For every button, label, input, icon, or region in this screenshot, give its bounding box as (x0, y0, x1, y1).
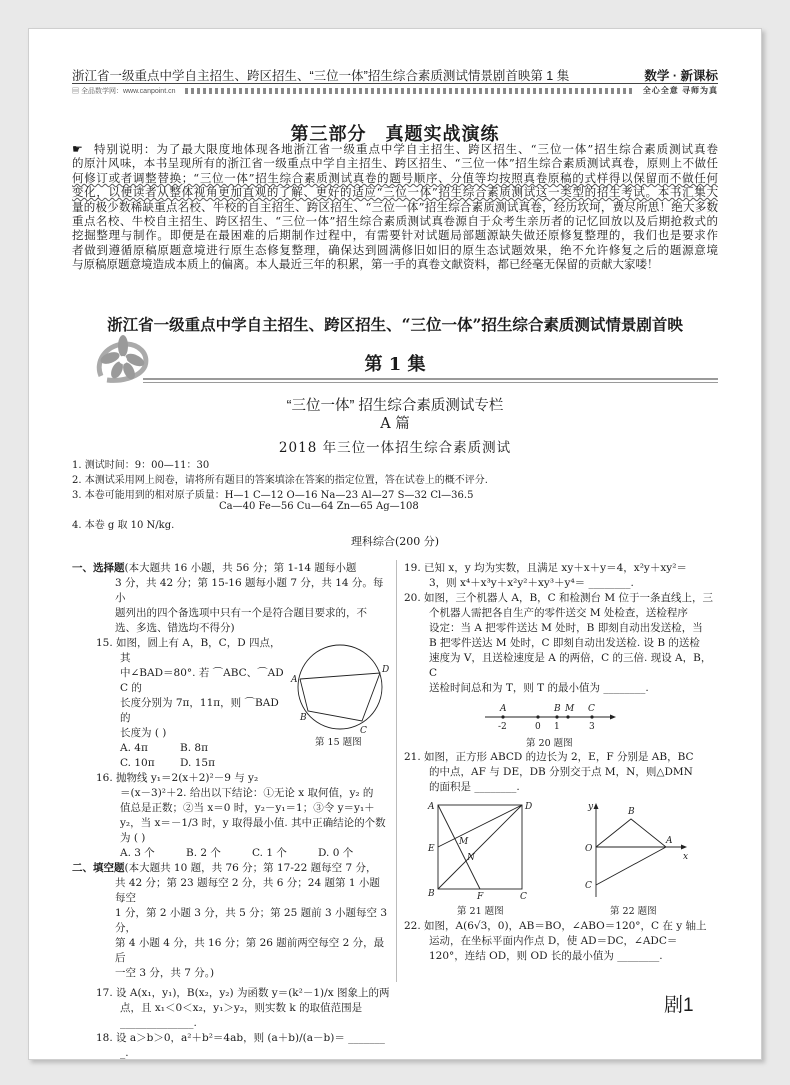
section-1-line: 选、多选、错选均不得分) (115, 622, 235, 634)
question-15 (72, 636, 390, 771)
q16-line: ＝(x－3)²＋2. 给出以下结论：①无论 x 取何值，y₂ 的 (120, 787, 374, 799)
header-subline (72, 85, 718, 96)
point-label-B: B (554, 704, 561, 714)
header-rule (72, 83, 718, 84)
point-label-A: A (428, 802, 435, 812)
section-2-line: 第 4 小题 4 分，共 16 分；第 26 题前两空每空 2 分，最后 (115, 937, 385, 964)
slogan-logo: 全心全意 寻师为真 (642, 86, 718, 95)
intro-line: 变化，以便读者从整体视角更加直观的了解、更好的适应“三位一体”招生综合素质测试这一类型的招生考试。本书汇集大 (72, 185, 718, 200)
tick-label: 0 (535, 722, 541, 732)
figure-22-caption: 第 22 题图 (610, 906, 657, 917)
figure-21-square (425, 797, 540, 917)
q20-line: 个机器人需把各自生产的零件送交 M 处检查，送检程序 (429, 607, 688, 619)
tick-label: 1 (554, 722, 560, 732)
section-1-line: 3 分，共 42 分；第 15-16 题每小题 7 分，共 14 分。每小 (115, 577, 384, 604)
q17-line: 17. 设 A(x₁，y₁)，B(x₂，y₂) 为函数 y＝(k²－1)/x 图象上的两 (96, 987, 390, 999)
point-label-O: O (585, 844, 593, 854)
q22-line: 120°，连结 OD，则 OD 长的最小值为 ________. (429, 950, 663, 962)
left-column (72, 561, 390, 1061)
point-label-A: A (666, 836, 673, 846)
q20-line: 设定：当 A 把零件送达 M 处时，B 即刻自动出发送检，当 (429, 622, 703, 634)
site-label (72, 86, 175, 96)
q15-option: C. 10π (120, 757, 155, 769)
note-item: 1. 测试时间：9：00—11：30 (72, 460, 210, 471)
header-hatch-bar (185, 88, 632, 94)
note-item: 3. 本卷可能用到的相对原子质量：H—1 C—12 O—16 Na—23 Al—27 S—32 Cl—36.5 (72, 490, 474, 501)
column-title: “三位一体” 招生综合素质测试专栏 (286, 398, 504, 414)
q15-line: 长度分别为 7π，11π，则 ⌒BAD 的 (120, 697, 279, 724)
section-2-line: 1 分，第 2 小题 3 分，共 5 分；第 25 题前 3 小题每空 3 分， (115, 907, 387, 934)
running-header-title: 浙江省一级重点中学自主招生、跨区招生、“三位一体”招生综合素质测试情景剧首映第 1 集 (72, 69, 570, 83)
section-2-line: (本大题共 10 题，共 76 分；第 17-22 题每空 7 分， (124, 862, 377, 874)
q17-line: 点，且 x₁＜0＜x₂，y₁＞y₂，则实数 k 的取值范围是 (120, 1002, 363, 1014)
q16-line: 为 ( ) (120, 832, 146, 844)
q16-option: B. 2 个 (186, 847, 221, 859)
series-title: 浙江省一级重点中学自主招生、跨区招生、“三位一体”招生综合素质测试情景剧首映 (107, 315, 683, 334)
q22-line: 运动，在坐标平面内作点 D，使 AD＝DC，∠ADC＝ (429, 935, 678, 947)
section-2-label: 二、填空题 (72, 862, 125, 874)
figure-20-caption: 第 20 题图 (526, 738, 573, 749)
section-2-heading (72, 861, 390, 876)
book-icon: ▤ (72, 87, 81, 95)
q17-answer-blank[interactable]: ______________. (120, 1017, 197, 1029)
part-title: 第三部分 真题实战演练 (290, 124, 500, 145)
q16-option: C. 1 个 (252, 847, 287, 859)
exam-title: 2018 年三位一体招生综合素质测试 (278, 440, 512, 456)
section-1-line: (本大题共 16 小题，共 56 分；第 1-14 题每小题 (124, 562, 357, 574)
point-label-C: C (585, 881, 592, 891)
point-label-A: A (291, 675, 298, 685)
point-label-B: B (428, 889, 435, 899)
subject-total: 理科综合(200 分) (350, 535, 440, 548)
q16-line: 16. 抛物线 y₁＝2(x＋2)²－9 与 y₂ (96, 772, 259, 784)
site-url: 全品数学网：www.canpoint.cn (80, 87, 176, 95)
q20-line: 20. 如图，三个机器人 A，B，C 和检测台 M 位于一条直线上，三 (404, 592, 713, 604)
q21-line: 的中点，AF 与 DE，DB 分别交于点 M，N，则△DMN (429, 766, 693, 778)
q16-option: A. 3 个 (120, 847, 155, 859)
intro-line: 何修订或者调整替换；“三位一体”招生综合素质测试真卷的题号顺序、分值等均按照真卷原稿的式样得以保留而不做任何 (72, 170, 718, 185)
q16-options (72, 846, 390, 861)
point-label-D: D (382, 665, 390, 675)
section-2-line: 共 42 分；第 23 题每空 2 分，共 6 分；24 题第 1 小题每空 (115, 877, 380, 904)
point-label-C: C (588, 704, 595, 714)
q20-line: B 把零件送达 M 处时，C 即刻自动出发送检. 设 B 的送检 (429, 637, 700, 649)
q16-line: 值总是正数；②当 x＝0 时，y₂－y₁＝1；③令 y＝y₁＋ (120, 802, 375, 814)
episode-rule (143, 378, 718, 383)
page-number: 剧1 (664, 995, 694, 1016)
intro-line: 量的极少数稀缺重点名校、牛校的自主招生、跨区招生、“三位一体”招生综合素质测试真卷，经历坎坷，费尽所思！绝大多数 (72, 199, 718, 214)
figure-22-coordinate (578, 797, 698, 917)
point-label-D: D (525, 802, 533, 812)
note-item: 2. 本测试采用网上阅卷，请将所有题目的答案填涂在答案的指定位置，答在试卷上的概不评分. (72, 475, 488, 486)
q16-line: y₂，当 x＝－1/3 时，y 取得最小值. 其中正确结论的个数 (120, 817, 386, 829)
q15-line: 长度为 ( ) (120, 727, 167, 739)
section-1-line: 题列出的四个备选项中只有一个是符合题目要求的，不 (115, 607, 367, 619)
q15-option: A. 4π (120, 742, 148, 754)
q19-line: 3，则 x⁴＋x³y＋x²y²＋xy³＋y⁴＝ ________. (429, 577, 634, 589)
running-header (72, 66, 718, 84)
point-label-M: M (459, 837, 469, 847)
figure-20-number-line (480, 698, 620, 750)
figure-15-circle (290, 636, 390, 748)
section-1-label: 一、选择题 (72, 562, 125, 574)
axis-label-x: x (683, 852, 689, 862)
intro-line: 的原汁风味，本书呈现所有的浙江省一级重点中学自主招生、跨区招生、“三位一体”招生综合素质测试真卷，原则上不做任 (72, 156, 718, 171)
intro-line: 重点名校、牛校自主招生、跨区招生、“三位一体”招生综合素质测试真卷源自于众考生亲历者的记忆回放以及后期抢救式的 (72, 214, 718, 229)
intro-paragraph (72, 142, 718, 272)
q15-option: B. 8π (180, 742, 208, 754)
episode-title: 第 1 集 (364, 354, 426, 375)
intro-line: 与原稿原题意境造成本质上的偏离。本人最近三年的积累，第一手的真卷文献资料，都已经毫无保留的贡献大家喽！ (72, 257, 659, 272)
q21-line: 的面积是 ________. (429, 781, 520, 793)
point-label-B: B (628, 807, 635, 817)
q19-line: 19. 已知 x，y 均为实数，且满足 xy＋x＋y＝4，x²y＋xy²＝ (404, 562, 687, 574)
q15-option: D. 15π (180, 757, 215, 769)
column-divider (396, 560, 397, 982)
section-1-heading (72, 561, 390, 576)
q18-line: 18. 设 a＞b＞0，a²＋b²＝4ab，则 (a＋b)/(a－b)＝ ________. (96, 1032, 385, 1059)
figure-21-caption: 第 21 题图 (457, 906, 504, 917)
point-label-N: N (467, 853, 475, 863)
q20-line: 送检时间总和为 T，则 T 的最小值为 ________. (429, 682, 649, 694)
intro-line: 特别说明：为了最大限度地体现各地浙江省一级重点中学自主招生、跨区招生、“三位一体”招生综合素质测试真卷 (94, 142, 718, 156)
point-label-M: M (565, 704, 575, 714)
q15-options (72, 741, 286, 771)
intro-line: 者做到遵循原稿原题意境进行原生态修复整理，确保达到圆满修旧如旧的原生态试题效果，绝不允许修复之后的题源意境 (72, 242, 718, 257)
q15-line: 中∠BAD＝80°. 若 ⌒ABC、⌒ADC 的 (120, 667, 284, 694)
point-label-C: C (520, 892, 527, 902)
note-item: 4. 本卷 g 取 10 N/kg. (72, 520, 175, 531)
point-label-F: F (477, 892, 484, 902)
point-label-A: A (500, 704, 507, 714)
note-item: Ca—40 Fe—56 Cu—64 Zn—65 Ag—108 (219, 501, 419, 512)
q15-line: 15. 如图，圆上有 A，B，C，D 四点，其 (96, 637, 281, 664)
figures-21-22 (404, 795, 718, 919)
q20-line: 速度为 V，且送检速度是 A 的两倍，C 的三倍. 现设 A，B，C (429, 652, 712, 679)
running-header-subject: 数学 · 新课标 (644, 69, 718, 83)
intro-line: 挖掘整理与制作。即便是在最困难的后期制作过程中，有需要针对试题局部题源缺失做还原修复整理的，我们也是要求作 (72, 228, 718, 243)
q21-line: 21. 如图，正方形 ABCD 的边长为 2，E，F 分别是 AB，BC (404, 751, 694, 763)
axis-label-y: y (588, 802, 594, 812)
right-column (404, 561, 718, 964)
figure-15-caption: 第 15 题图 (315, 737, 362, 748)
section-2-line: 一空 3 分，共 7 分。) (115, 967, 215, 979)
point-label-C: C (360, 726, 367, 736)
tick-label: 3 (589, 722, 595, 732)
q16-option: D. 0 个 (318, 847, 354, 859)
q22-line: 22. 如图，A(6√3，0)，AB＝BO，∠ABO＝120°，C 在 y 轴上 (404, 920, 707, 932)
section-a-title: A 篇 (380, 416, 410, 432)
tick-label: -2 (498, 722, 507, 732)
point-label-E: E (428, 844, 435, 854)
pointing-hand-icon: ☛ (72, 142, 83, 156)
point-label-B: B (300, 713, 307, 723)
